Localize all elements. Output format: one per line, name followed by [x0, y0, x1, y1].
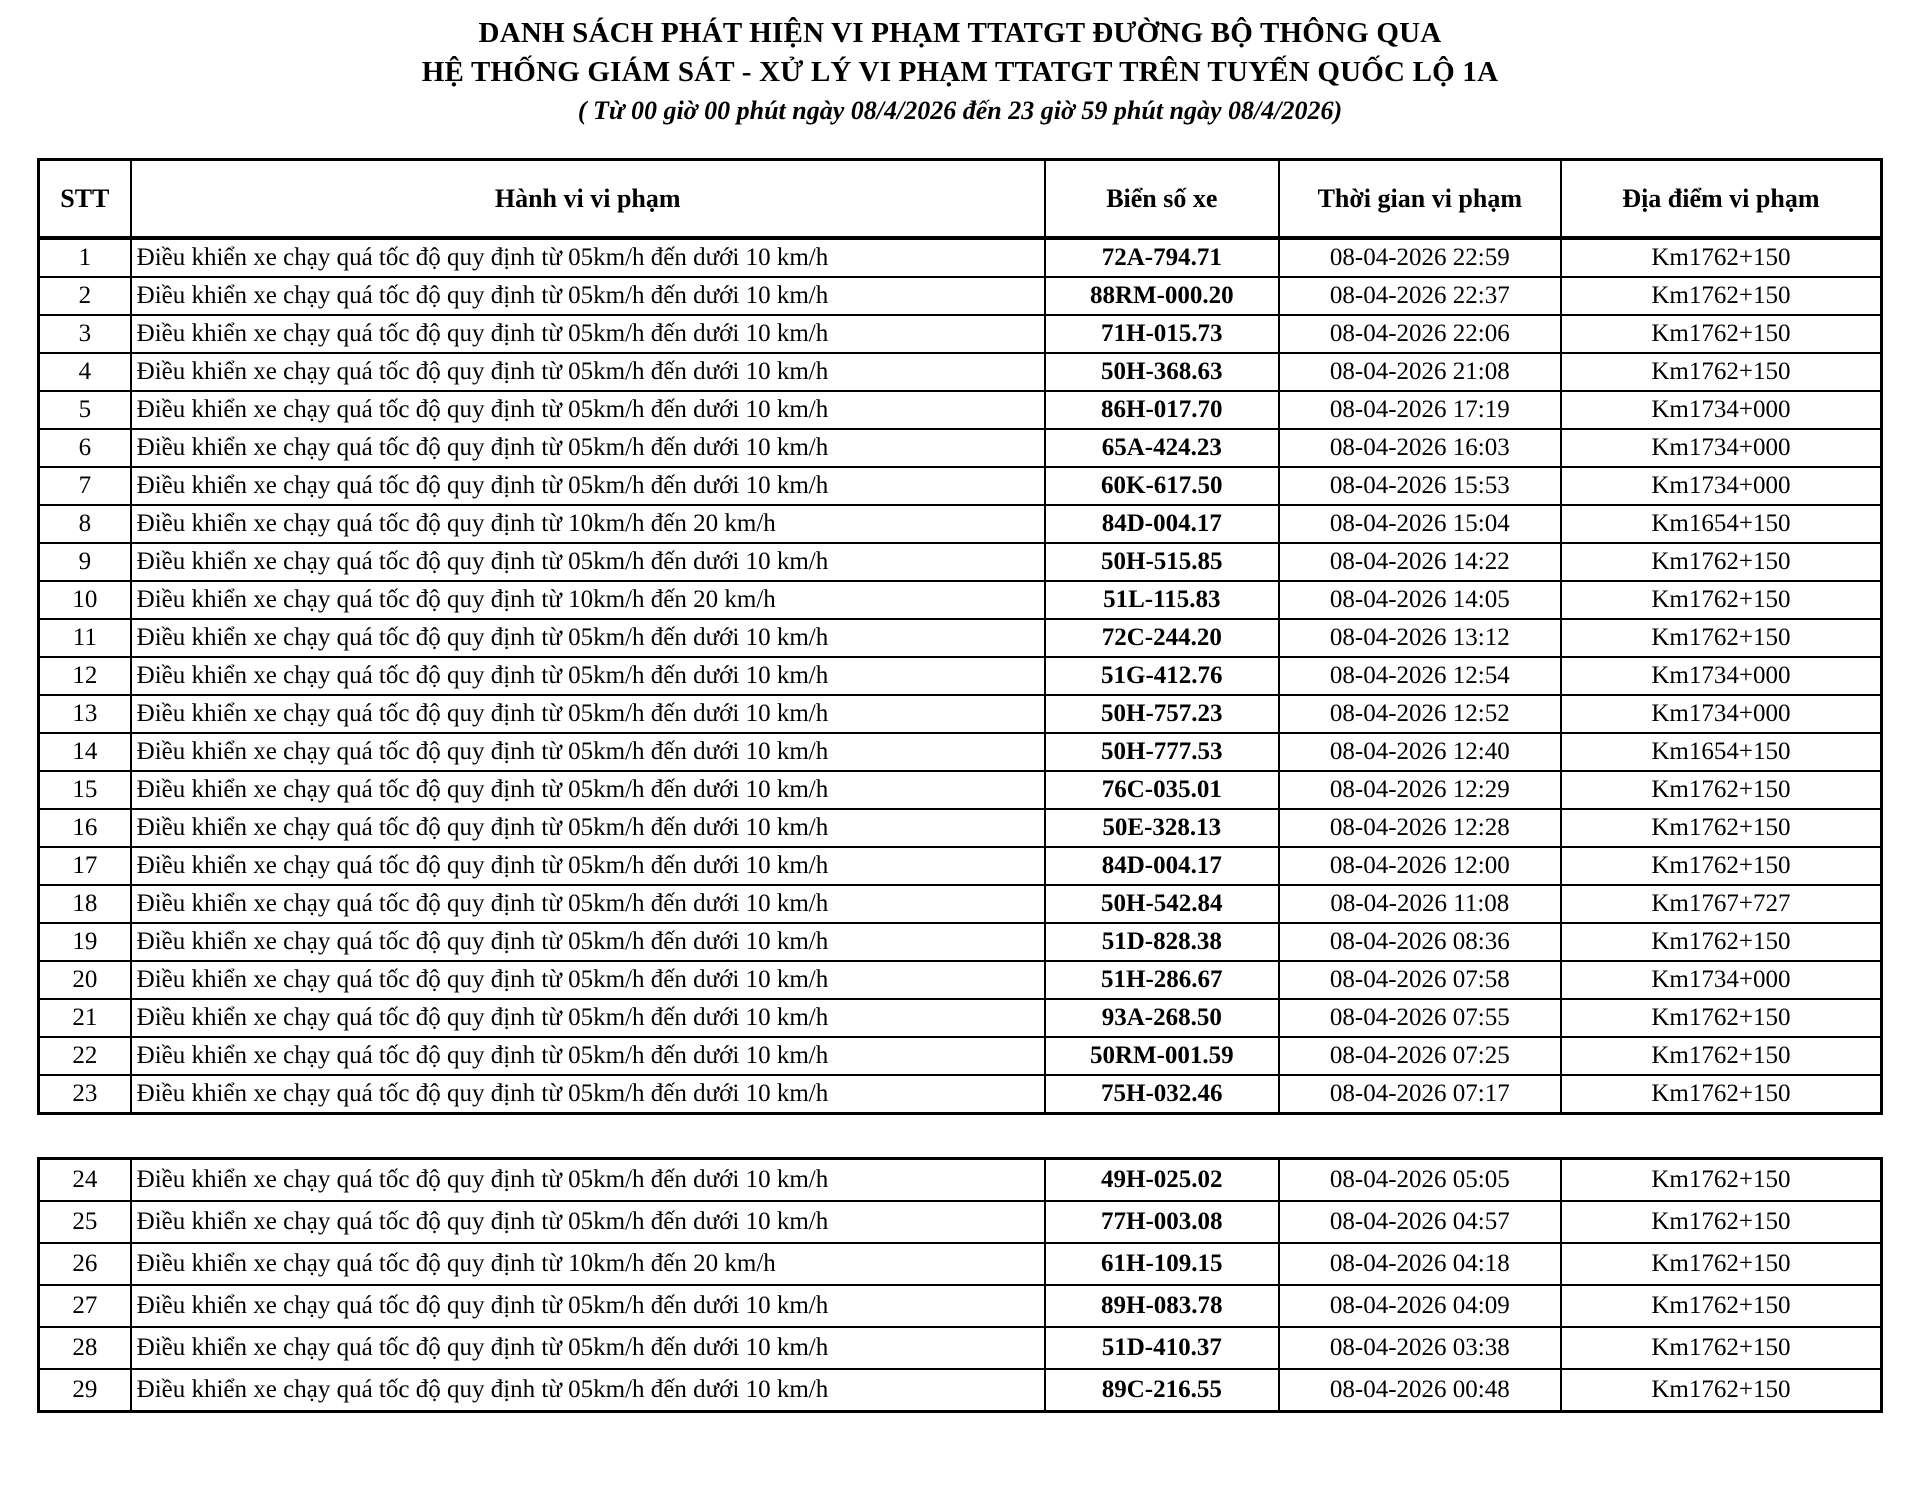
cell-time: 08-04-2026 12:29	[1279, 771, 1561, 809]
cell-location: Km1762+150	[1561, 1327, 1882, 1369]
cell-location: Km1734+000	[1561, 961, 1882, 999]
cell-location: Km1762+150	[1561, 619, 1882, 657]
cell-stt: 16	[39, 809, 131, 847]
header-cell-location: Địa điểm vi phạm	[1561, 160, 1882, 239]
cell-stt: 13	[39, 695, 131, 733]
cell-time: 08-04-2026 04:57	[1279, 1201, 1561, 1243]
table-body-page1	[39, 238, 1882, 1114]
cell-time: 08-04-2026 04:09	[1279, 1285, 1561, 1327]
cell-violation: Điều khiển xe chạy quá tốc độ quy định từ 05km/h đến dưới 10 km/h	[131, 657, 1045, 695]
cell-plate: 51L-115.83	[1045, 581, 1279, 619]
cell-stt: 28	[39, 1327, 131, 1369]
cell-location: Km1654+150	[1561, 505, 1882, 543]
table-row	[39, 809, 1882, 847]
cell-time: 08-04-2026 05:05	[1279, 1159, 1561, 1202]
cell-stt: 6	[39, 429, 131, 467]
cell-plate: 50H-757.23	[1045, 695, 1279, 733]
cell-violation: Điều khiển xe chạy quá tốc độ quy định từ 10km/h đến 20 km/h	[131, 581, 1045, 619]
cell-plate: 50H-368.63	[1045, 353, 1279, 391]
page-title-line1: DANH SÁCH PHÁT HIỆN VI PHẠM TTATGT ĐƯỜNG BỘ THÔNG QUA	[478, 17, 1442, 49]
cell-violation: Điều khiển xe chạy quá tốc độ quy định từ 10km/h đến 20 km/h	[131, 505, 1045, 543]
cell-location: Km1762+150	[1561, 1369, 1882, 1412]
table-row	[39, 1159, 1882, 1202]
cell-time: 08-04-2026 03:38	[1279, 1327, 1561, 1369]
cell-stt: 26	[39, 1243, 131, 1285]
cell-plate: 93A-268.50	[1045, 999, 1279, 1037]
cell-time: 08-04-2026 16:03	[1279, 429, 1561, 467]
cell-plate: 50H-777.53	[1045, 733, 1279, 771]
cell-time: 08-04-2026 00:48	[1279, 1369, 1561, 1412]
cell-plate: 77H-003.08	[1045, 1201, 1279, 1243]
cell-time: 08-04-2026 12:54	[1279, 657, 1561, 695]
cell-location: Km1767+727	[1561, 885, 1882, 923]
cell-location: Km1762+150	[1561, 923, 1882, 961]
cell-stt: 9	[39, 543, 131, 581]
cell-plate: 72C-244.20	[1045, 619, 1279, 657]
table-row	[39, 277, 1882, 315]
table-row	[39, 923, 1882, 961]
document-header	[0, 0, 1920, 130]
cell-time: 08-04-2026 04:18	[1279, 1243, 1561, 1285]
cell-location: Km1762+150	[1561, 353, 1882, 391]
cell-violation: Điều khiển xe chạy quá tốc độ quy định từ 05km/h đến dưới 10 km/h	[131, 315, 1045, 353]
table-row	[39, 467, 1882, 505]
cell-violation: Điều khiển xe chạy quá tốc độ quy định từ 05km/h đến dưới 10 km/h	[131, 1369, 1045, 1412]
cell-plate: 61H-109.15	[1045, 1243, 1279, 1285]
cell-stt: 11	[39, 619, 131, 657]
cell-time: 08-04-2026 08:36	[1279, 923, 1561, 961]
cell-violation: Điều khiển xe chạy quá tốc độ quy định từ 05km/h đến dưới 10 km/h	[131, 1075, 1045, 1114]
cell-plate: 65A-424.23	[1045, 429, 1279, 467]
cell-violation: Điều khiển xe chạy quá tốc độ quy định từ 05km/h đến dưới 10 km/h	[131, 1201, 1045, 1243]
cell-violation: Điều khiển xe chạy quá tốc độ quy định từ 05km/h đến dưới 10 km/h	[131, 467, 1045, 505]
header-cell-violation: Hành vi vi phạm	[131, 160, 1045, 239]
cell-violation: Điều khiển xe chạy quá tốc độ quy định từ 05km/h đến dưới 10 km/h	[131, 619, 1045, 657]
cell-stt: 17	[39, 847, 131, 885]
table-header-row	[39, 160, 1882, 239]
cell-plate: 51H-286.67	[1045, 961, 1279, 999]
table-row	[39, 543, 1882, 581]
cell-violation: Điều khiển xe chạy quá tốc độ quy định từ 05km/h đến dưới 10 km/h	[131, 771, 1045, 809]
header-cell-stt: STT	[39, 160, 131, 239]
cell-location: Km1762+150	[1561, 238, 1882, 277]
table-row	[39, 619, 1882, 657]
cell-stt: 7	[39, 467, 131, 505]
cell-stt: 22	[39, 1037, 131, 1075]
cell-plate: 84D-004.17	[1045, 847, 1279, 885]
cell-plate: 49H-025.02	[1045, 1159, 1279, 1202]
cell-time: 08-04-2026 12:52	[1279, 695, 1561, 733]
cell-plate: 50RM-001.59	[1045, 1037, 1279, 1075]
cell-location: Km1762+150	[1561, 1201, 1882, 1243]
cell-location: Km1762+150	[1561, 999, 1882, 1037]
cell-plate: 72A-794.71	[1045, 238, 1279, 277]
table-row	[39, 1037, 1882, 1075]
cell-time: 08-04-2026 12:40	[1279, 733, 1561, 771]
cell-time: 08-04-2026 11:08	[1279, 885, 1561, 923]
cell-time: 08-04-2026 07:17	[1279, 1075, 1561, 1114]
cell-location: Km1654+150	[1561, 733, 1882, 771]
table-row	[39, 657, 1882, 695]
table-row	[39, 1243, 1882, 1285]
cell-plate: 60K-617.50	[1045, 467, 1279, 505]
table-row	[39, 353, 1882, 391]
cell-stt: 19	[39, 923, 131, 961]
cell-plate: 50H-542.84	[1045, 885, 1279, 923]
cell-location: Km1762+150	[1561, 1243, 1882, 1285]
cell-violation: Điều khiển xe chạy quá tốc độ quy định từ 05km/h đến dưới 10 km/h	[131, 543, 1045, 581]
cell-time: 08-04-2026 12:00	[1279, 847, 1561, 885]
cell-violation: Điều khiển xe chạy quá tốc độ quy định từ 05km/h đến dưới 10 km/h	[131, 961, 1045, 999]
cell-stt: 18	[39, 885, 131, 923]
cell-plate: 50E-328.13	[1045, 809, 1279, 847]
table-row	[39, 999, 1882, 1037]
cell-violation: Điều khiển xe chạy quá tốc độ quy định từ 05km/h đến dưới 10 km/h	[131, 1327, 1045, 1369]
page-title-line2: HỆ THỐNG GIÁM SÁT - XỬ LÝ VI PHẠM TTATGT TRÊN TUYẾN QUỐC LỘ 1A	[421, 56, 1499, 88]
cell-location: Km1734+000	[1561, 695, 1882, 733]
table-row	[39, 315, 1882, 353]
cell-plate: 51D-828.38	[1045, 923, 1279, 961]
cell-time: 08-04-2026 07:58	[1279, 961, 1561, 999]
header-cell-plate: Biển số xe	[1045, 160, 1279, 239]
cell-location: Km1762+150	[1561, 1037, 1882, 1075]
cell-violation: Điều khiển xe chạy quá tốc độ quy định từ 05km/h đến dưới 10 km/h	[131, 999, 1045, 1037]
cell-time: 08-04-2026 22:37	[1279, 277, 1561, 315]
cell-location: Km1734+000	[1561, 657, 1882, 695]
table-row	[39, 1369, 1882, 1412]
cell-violation: Điều khiển xe chạy quá tốc độ quy định từ 05km/h đến dưới 10 km/h	[131, 733, 1045, 771]
cell-stt: 20	[39, 961, 131, 999]
cell-violation: Điều khiển xe chạy quá tốc độ quy định từ 05km/h đến dưới 10 km/h	[131, 809, 1045, 847]
cell-time: 08-04-2026 17:19	[1279, 391, 1561, 429]
table-row	[39, 733, 1882, 771]
header-cell-time: Thời gian vi phạm	[1279, 160, 1561, 239]
cell-plate: 88RM-000.20	[1045, 277, 1279, 315]
cell-violation: Điều khiển xe chạy quá tốc độ quy định từ 05km/h đến dưới 10 km/h	[131, 1037, 1045, 1075]
cell-plate: 51D-410.37	[1045, 1327, 1279, 1369]
cell-time: 08-04-2026 07:25	[1279, 1037, 1561, 1075]
cell-location: Km1762+150	[1561, 1285, 1882, 1327]
cell-stt: 1	[39, 238, 131, 277]
cell-stt: 12	[39, 657, 131, 695]
table-row	[39, 429, 1882, 467]
table-row	[39, 961, 1882, 999]
cell-time: 08-04-2026 21:08	[1279, 353, 1561, 391]
table-row	[39, 847, 1882, 885]
cell-location: Km1734+000	[1561, 429, 1882, 467]
cell-location: Km1762+150	[1561, 847, 1882, 885]
cell-stt: 10	[39, 581, 131, 619]
cell-violation: Điều khiển xe chạy quá tốc độ quy định từ 05km/h đến dưới 10 km/h	[131, 429, 1045, 467]
cell-stt: 14	[39, 733, 131, 771]
cell-violation: Điều khiển xe chạy quá tốc độ quy định từ 05km/h đến dưới 10 km/h	[131, 1285, 1045, 1327]
cell-violation: Điều khiển xe chạy quá tốc độ quy định từ 05km/h đến dưới 10 km/h	[131, 1159, 1045, 1202]
cell-plate: 89H-083.78	[1045, 1285, 1279, 1327]
cell-time: 08-04-2026 14:05	[1279, 581, 1561, 619]
cell-location: Km1762+150	[1561, 809, 1882, 847]
cell-plate: 51G-412.76	[1045, 657, 1279, 695]
cell-time: 08-04-2026 12:28	[1279, 809, 1561, 847]
violations-table-page2	[37, 1157, 1883, 1413]
cell-violation: Điều khiển xe chạy quá tốc độ quy định từ 05km/h đến dưới 10 km/h	[131, 847, 1045, 885]
table-row	[39, 1285, 1882, 1327]
table-row	[39, 391, 1882, 429]
cell-plate: 89C-216.55	[1045, 1369, 1279, 1412]
cell-location: Km1762+150	[1561, 543, 1882, 581]
cell-location: Km1762+150	[1561, 277, 1882, 315]
cell-plate: 50H-515.85	[1045, 543, 1279, 581]
cell-plate: 84D-004.17	[1045, 505, 1279, 543]
cell-plate: 71H-015.73	[1045, 315, 1279, 353]
table-row	[39, 581, 1882, 619]
cell-location: Km1762+150	[1561, 1075, 1882, 1114]
table-row	[39, 695, 1882, 733]
table-row	[39, 771, 1882, 809]
violations-table-page1	[37, 158, 1883, 1115]
date-range-subtitle: ( Từ 00 giờ 00 phút ngày 08/4/2026 đến 23 giờ 59 phút ngày 08/4/2026)	[577, 96, 1343, 125]
cell-violation: Điều khiển xe chạy quá tốc độ quy định từ 05km/h đến dưới 10 km/h	[131, 277, 1045, 315]
cell-time: 08-04-2026 22:06	[1279, 315, 1561, 353]
cell-stt: 15	[39, 771, 131, 809]
cell-location: Km1734+000	[1561, 391, 1882, 429]
cell-violation: Điều khiển xe chạy quá tốc độ quy định từ 05km/h đến dưới 10 km/h	[131, 238, 1045, 277]
table-row	[39, 1327, 1882, 1369]
cell-violation: Điều khiển xe chạy quá tốc độ quy định từ 05km/h đến dưới 10 km/h	[131, 391, 1045, 429]
cell-time: 08-04-2026 22:59	[1279, 238, 1561, 277]
cell-location: Km1762+150	[1561, 1159, 1882, 1202]
cell-time: 08-04-2026 07:55	[1279, 999, 1561, 1037]
cell-stt: 4	[39, 353, 131, 391]
table-row	[39, 1075, 1882, 1114]
table-body-page2	[39, 1159, 1882, 1412]
cell-plate: 76C-035.01	[1045, 771, 1279, 809]
table-row	[39, 1201, 1882, 1243]
cell-location: Km1734+000	[1561, 467, 1882, 505]
cell-plate: 86H-017.70	[1045, 391, 1279, 429]
cell-location: Km1762+150	[1561, 581, 1882, 619]
cell-location: Km1762+150	[1561, 315, 1882, 353]
cell-stt: 5	[39, 391, 131, 429]
cell-stt: 24	[39, 1159, 131, 1202]
cell-stt: 8	[39, 505, 131, 543]
cell-stt: 23	[39, 1075, 131, 1114]
cell-stt: 3	[39, 315, 131, 353]
cell-violation: Điều khiển xe chạy quá tốc độ quy định từ 05km/h đến dưới 10 km/h	[131, 353, 1045, 391]
cell-time: 08-04-2026 15:04	[1279, 505, 1561, 543]
table-row	[39, 885, 1882, 923]
cell-time: 08-04-2026 15:53	[1279, 467, 1561, 505]
cell-stt: 27	[39, 1285, 131, 1327]
cell-time: 08-04-2026 14:22	[1279, 543, 1561, 581]
cell-violation: Điều khiển xe chạy quá tốc độ quy định từ 05km/h đến dưới 10 km/h	[131, 923, 1045, 961]
cell-plate: 75H-032.46	[1045, 1075, 1279, 1114]
cell-violation: Điều khiển xe chạy quá tốc độ quy định từ 10km/h đến 20 km/h	[131, 1243, 1045, 1285]
cell-stt: 2	[39, 277, 131, 315]
table-row	[39, 505, 1882, 543]
cell-stt: 21	[39, 999, 131, 1037]
cell-time: 08-04-2026 13:12	[1279, 619, 1561, 657]
table-row	[39, 238, 1882, 277]
cell-violation: Điều khiển xe chạy quá tốc độ quy định từ 05km/h đến dưới 10 km/h	[131, 885, 1045, 923]
cell-violation: Điều khiển xe chạy quá tốc độ quy định từ 05km/h đến dưới 10 km/h	[131, 695, 1045, 733]
cell-location: Km1762+150	[1561, 771, 1882, 809]
cell-stt: 25	[39, 1201, 131, 1243]
cell-stt: 29	[39, 1369, 131, 1412]
